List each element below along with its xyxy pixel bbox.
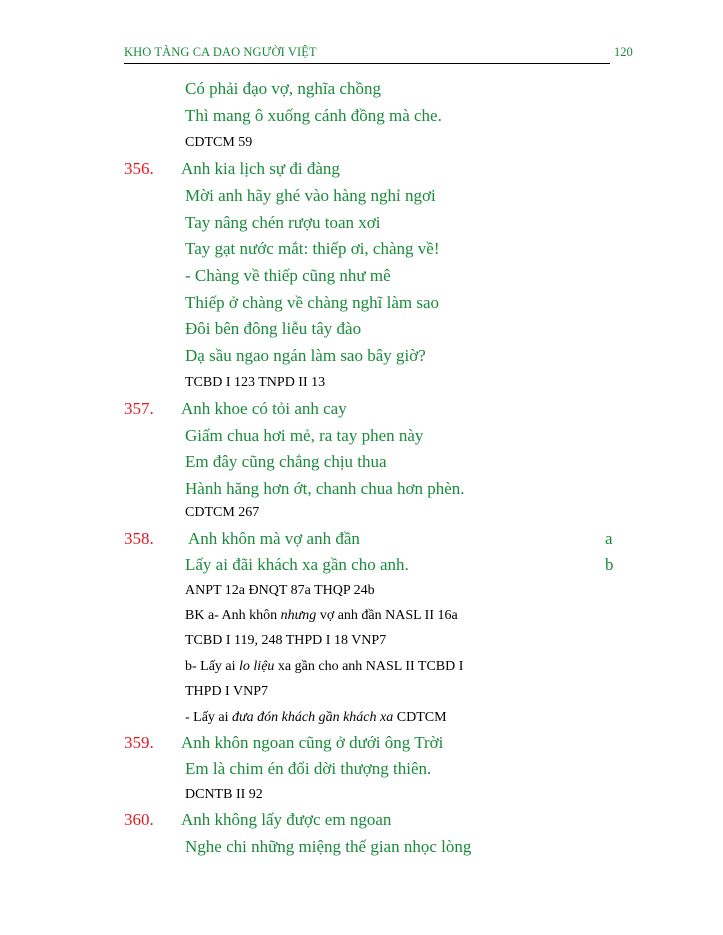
page-number: 120 <box>614 45 633 59</box>
entry-number: 358. <box>124 529 154 548</box>
source-citation: CDTCM 59 <box>185 135 253 150</box>
source-citation: CDTCM 267 <box>185 505 260 520</box>
verse-line: Anh khôn ngoan cũng ở dưới ông Trời <box>181 733 444 752</box>
verse-line: Thiếp ở chàng về chàng nghĩ làm sao <box>185 293 439 312</box>
variant-note: THPD I VNP7 <box>185 684 268 699</box>
entry-number: 359. <box>124 733 154 752</box>
verse-line: Có phải đạo vợ, nghĩa chồng <box>185 79 381 98</box>
entry-number: 357. <box>124 399 154 418</box>
verse-line: - Chàng về thiếp cũng như mê <box>185 266 391 285</box>
verse-line: Anh khoe có tỏi anh cay <box>181 399 347 418</box>
verse-line: Lấy ai đãi khách xa gần cho anh. <box>185 555 409 574</box>
verse-line: Nghe chi những miệng thế gian nhọc lòng <box>185 837 472 856</box>
line-marker: b <box>605 555 614 574</box>
verse-line: Tay gạt nước mắt: thiếp ơi, chàng về! <box>185 239 440 258</box>
line-marker: a <box>605 529 613 548</box>
verse-line: Anh khôn mà vợ anh đần <box>188 529 360 548</box>
verse-line: Tay nâng chén rượu toan xơi <box>185 213 381 232</box>
source-citation: ANPT 12a ĐNQT 87a THQP 24b <box>185 583 375 598</box>
verse-line: Mời anh hãy ghé vào hàng nghỉ ngơi <box>185 186 436 205</box>
verse-line: Em đây cũng chẳng chịu thua <box>185 452 387 471</box>
source-citation: TCBD I 123 TNPD II 13 <box>185 375 326 390</box>
header-rule <box>124 63 610 64</box>
verse-line: Đôi bên đông liễu tây đào <box>185 319 362 338</box>
verse-line: Hành hăng hơn ớt, chanh chua hơn phèn. <box>185 479 465 498</box>
entry-number: 356. <box>124 159 154 178</box>
verse-line: Giấm chua hơi mẻ, ra tay phen này <box>185 426 424 445</box>
verse-line: Dạ sầu ngao ngán làm sao bây giờ? <box>185 346 426 365</box>
source-citation: DCNTB II 92 <box>185 787 263 802</box>
entry-number: 360. <box>124 810 154 829</box>
variant-note: TCBD I 119, 248 THPD I 18 VNP7 <box>185 633 387 648</box>
verse-line: Em là chim én đổi dời thượng thiên. <box>185 759 432 778</box>
verse-line: Anh kia lịch sự đi đàng <box>181 159 340 178</box>
book-title: KHO TÀNG CA DAO NGƯỜI VIỆT <box>124 45 317 59</box>
variant-note: - Lấy ai đưa đón khách gần khách xa CDTCM <box>185 710 447 725</box>
variant-note: BK a- Anh khôn nhưng vợ anh đần NASL II 16a <box>185 608 458 623</box>
verse-line: Thì mang ô xuống cánh đồng mà che. <box>185 106 442 125</box>
variant-note: b- Lấy ai lo liệu xa gần cho anh NASL II TCBD I <box>185 659 464 674</box>
verse-line: Anh không lấy được em ngoan <box>181 810 392 829</box>
